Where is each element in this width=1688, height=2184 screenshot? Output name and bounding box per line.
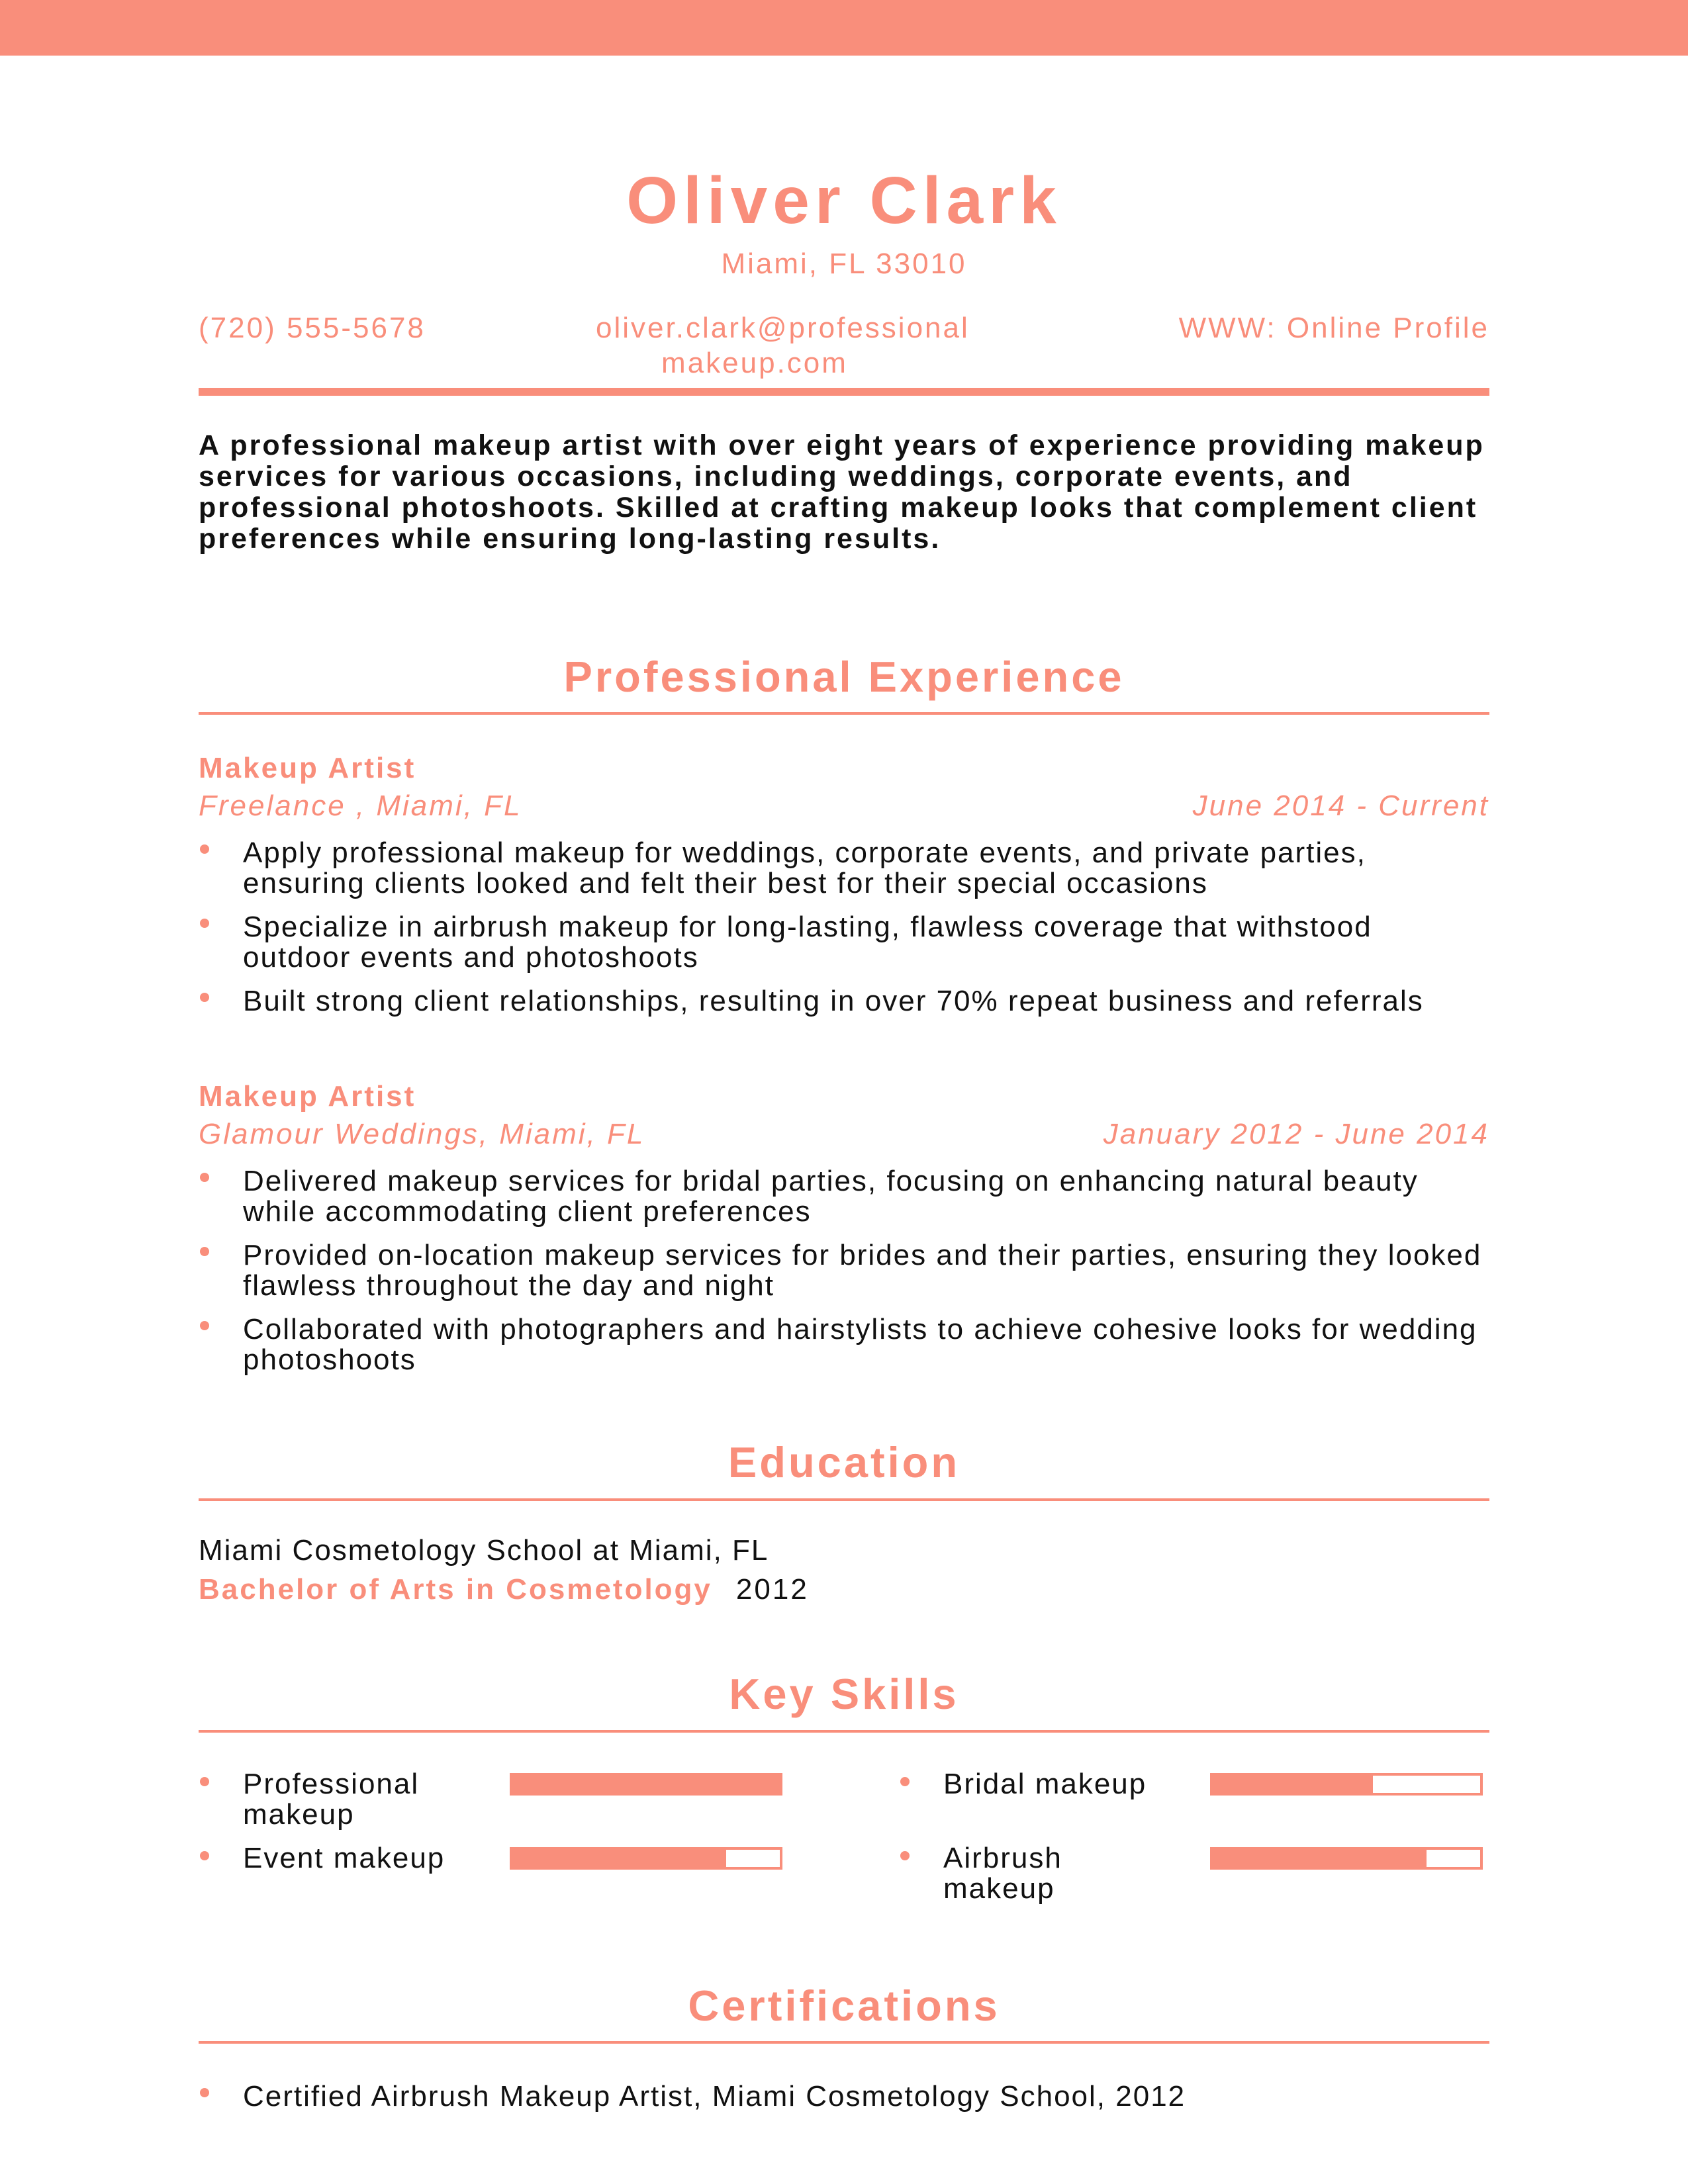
- education-year: 2012: [735, 1573, 809, 1606]
- skill-level-bar: [1210, 1773, 1483, 1796]
- list-item: Apply professional makeup for weddings, corporate events, and private parties, ensuring clients looked and felt their best for their special occasions: [199, 838, 1489, 899]
- list-item: Certified Airbrush Makeup Artist, Miami Cosmetology School, 2012: [199, 2081, 1489, 2112]
- bullet-dot-icon: [200, 919, 209, 928]
- skills-heading: Key Skills: [729, 1670, 959, 1718]
- skill-level-fill: [512, 1850, 726, 1867]
- job-1-bullets: [199, 838, 1489, 1030]
- job-1-title: Makeup Artist: [199, 752, 416, 784]
- job-1-company: Freelance , Miami, FL: [199, 790, 522, 822]
- skill-level-fill: [1213, 1850, 1427, 1867]
- job-2-company: Glamour Weddings, Miami, FL: [199, 1118, 645, 1150]
- list-item: Provided on-location makeup services for brides and their parties, ensuring they looked flawless throughout the day and night: [199, 1240, 1489, 1301]
- education-school: Miami Cosmetology School at Miami, FL: [199, 1534, 769, 1567]
- bullet-dot-icon: [200, 1777, 209, 1786]
- bullet-dot-icon: [200, 1247, 209, 1256]
- skill-level-fill: [1213, 1776, 1373, 1793]
- skill-level-bar: [510, 1773, 782, 1796]
- list-item: Delivered makeup services for bridal parties, focusing on enhancing natural beauty while accommodating client preferences: [199, 1166, 1489, 1227]
- bullet-dot-icon: [200, 993, 209, 1002]
- website-link[interactable]: WWW: Online Profile: [1178, 312, 1489, 344]
- list-item: Built strong client relationships, resulting in over 70% repeat business and referrals: [199, 986, 1489, 1017]
- job-2-dates: January 2012 - June 2014: [1103, 1118, 1489, 1150]
- education-degree-line: [199, 1573, 809, 1606]
- phone-number[interactable]: (720) 555-5678: [199, 312, 426, 344]
- professional-summary: A professional makeup artist with over eight years of experience providing makeup services for various occasions, including weddings, corporate events, and professional photoshoots. Skilled at crafting makeup looks that complement client preferences while ensuring long-lasting results.: [199, 430, 1485, 555]
- list-item: Collaborated with photographers and hairstylists to achieve cohesive looks for wedding photoshoots: [199, 1314, 1489, 1375]
- bullet-dot-icon: [900, 1777, 910, 1786]
- education-degree: Bachelor of Arts in Cosmetology: [199, 1573, 712, 1606]
- bullet-dot-icon: [200, 1173, 209, 1182]
- skill-name: Event makeup: [243, 1842, 445, 1874]
- experience-divider: [199, 712, 1489, 715]
- bullet-dot-icon: [200, 844, 209, 854]
- experience-heading: Professional Experience: [563, 653, 1125, 701]
- list-item: Specialize in airbrush makeup for long-lasting, flawless coverage that withstood outdoor events and photoshoots: [199, 912, 1489, 973]
- education-heading: Education: [727, 1438, 961, 1486]
- header-divider: [199, 388, 1489, 396]
- email-address[interactable]: [596, 311, 970, 381]
- skill-level-bar: [510, 1847, 782, 1870]
- skills-divider: [199, 1730, 1489, 1733]
- skill-name: Airbrush makeup: [943, 1842, 1062, 1905]
- certifications-divider: [199, 2041, 1489, 2044]
- bullet-dot-icon: [200, 1851, 209, 1860]
- bullet-dot-icon: [900, 1851, 910, 1860]
- skill-name: Professional makeup: [243, 1768, 420, 1831]
- candidate-location: Miami, FL 33010: [721, 248, 967, 280]
- skill-level-fill: [512, 1776, 780, 1793]
- bullet-dot-icon: [200, 2088, 209, 2097]
- job-2-bullets: [199, 1166, 1489, 1388]
- email-line-1: oliver.clark@professional: [596, 312, 970, 344]
- bullet-dot-icon: [200, 1321, 209, 1330]
- certifications-list: [199, 2081, 1489, 2125]
- skill-level-bar: [1210, 1847, 1483, 1870]
- job-2-title: Makeup Artist: [199, 1080, 416, 1113]
- job-1-dates: June 2014 - Current: [1192, 790, 1489, 822]
- candidate-name: Oliver Clark: [626, 163, 1062, 238]
- top-accent-bar: [0, 0, 1688, 56]
- email-line-2: makeup.com: [661, 346, 848, 379]
- education-divider: [199, 1498, 1489, 1501]
- skill-name: Bridal makeup: [943, 1768, 1147, 1800]
- certifications-heading: Certifications: [688, 1981, 1000, 2030]
